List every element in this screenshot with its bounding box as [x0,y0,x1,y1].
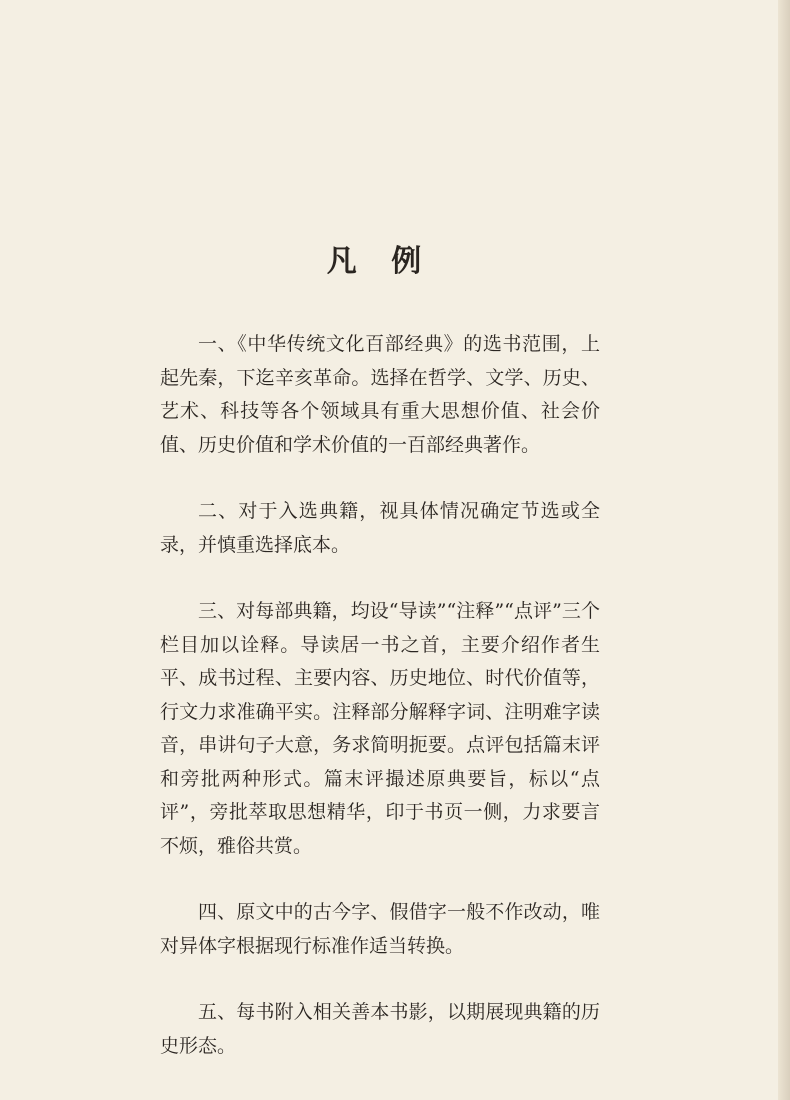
page-edge-shadow [778,0,790,1100]
paragraph-1: 一、《中华传统文化百部经典》的选书范围，上起先秦，下迄辛亥革命。选择在哲学、文学、历史、艺术、科技等各个领域具有重大思想价值、社会价值、历史价值和学术价值的一百部经典著作。 [160,333,600,456]
paragraph-5: 五、每书附入相关善本书影，以期展现典籍的历史形态。 [160,1001,600,1057]
paragraph-2: 二、对于入选典籍，视具体情况确定节选或全录，并慎重选择底本。 [160,500,600,556]
page-title: 凡 例 [326,244,434,279]
document-body [160,328,600,1096]
paragraph-4: 四、原文中的古今字、假借字一般不作改动，唯对异体字根据现行标准作适当转换。 [160,901,600,957]
paragraph-3: 三、对每部典籍，均设“导读”“注释”“点评”三个栏目加以诠释。导读居一书之首，主要介绍作者生平、成书过程、主要内容、历史地位、时代价值等，行文力求准确平实。注释部分解释字词、注明难字读音，串讲句子大意，务求简明扼要。点评包括篇末评和旁批两种形式。篇末评撮述原典要旨，标以“点评”，旁批萃取思想精华，印于书页一侧，力求要言不烦，雅俗共赏。 [160,600,600,857]
